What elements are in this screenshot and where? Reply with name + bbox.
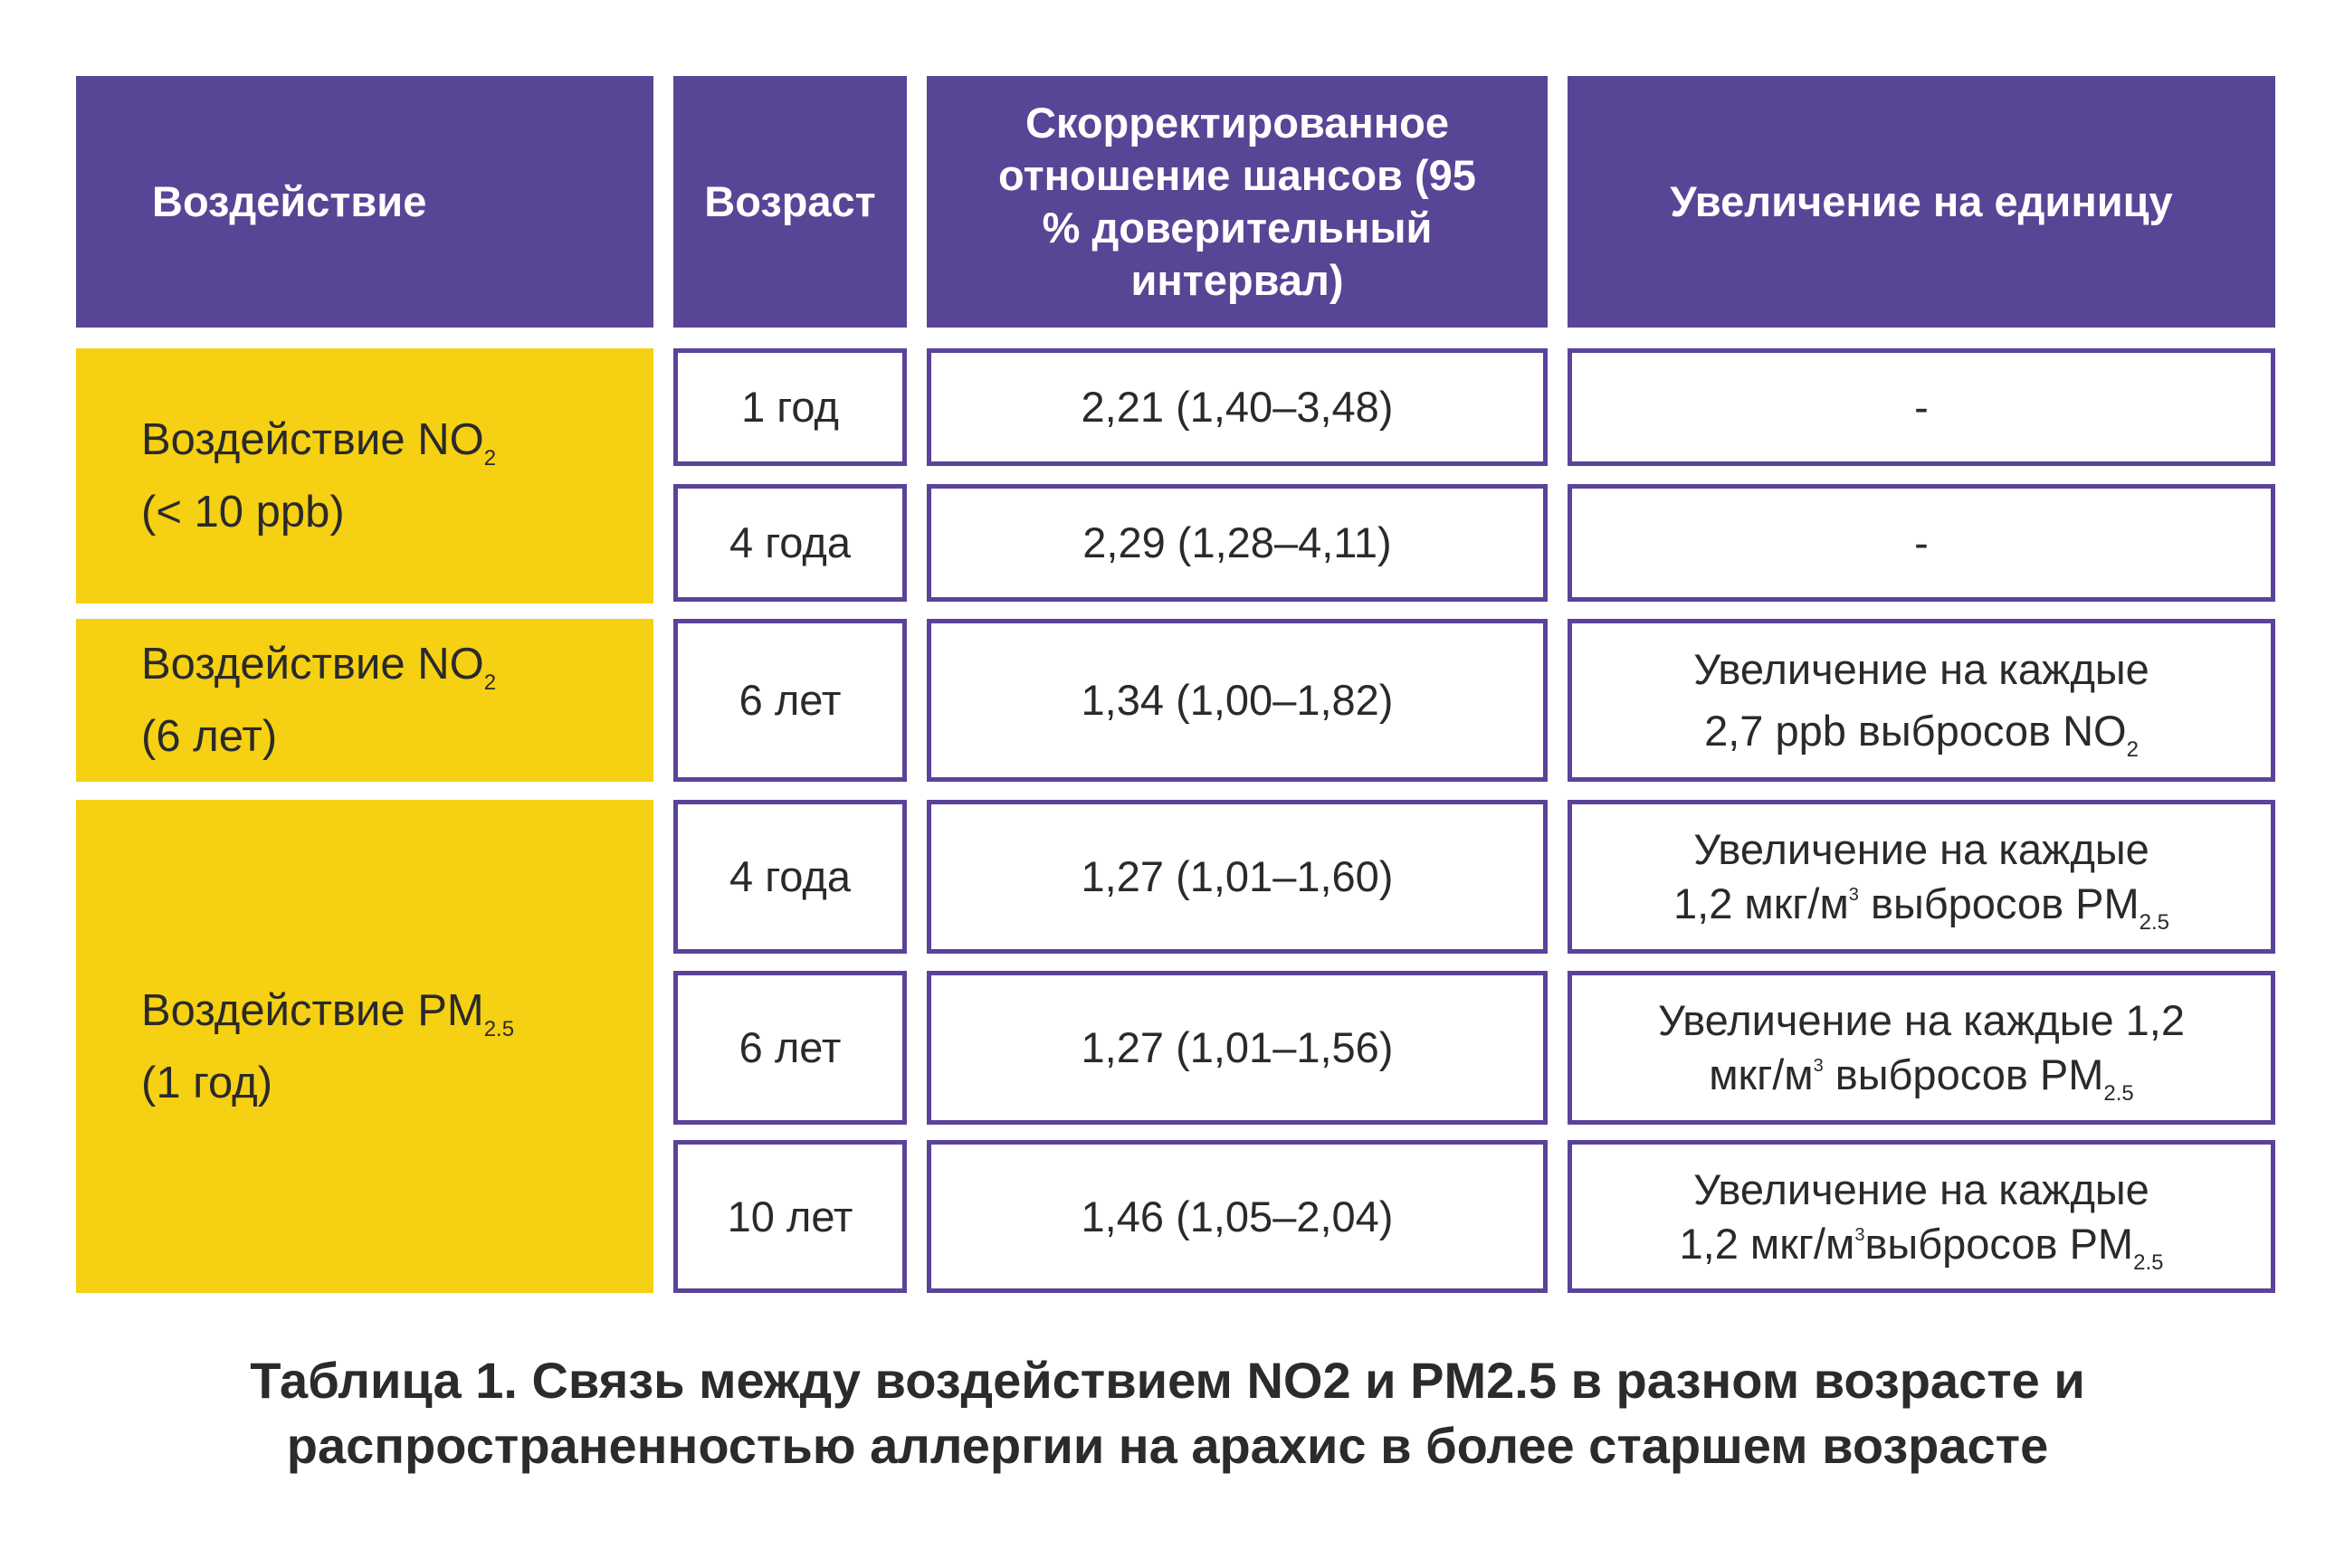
- age-value: 4 года: [729, 852, 851, 900]
- row6-odds-ratio: [927, 1140, 1548, 1293]
- header-exposure-label: Воздействие: [152, 177, 427, 225]
- odds-ratio-value: 2,29 (1,28–4,11): [1082, 518, 1392, 566]
- row1-odds-ratio: [927, 348, 1548, 466]
- header-unit-increase-label: Увеличение на единицу: [1670, 177, 2173, 225]
- age-value: 10 лет: [727, 1192, 853, 1240]
- group-label: Воздействие NO: [141, 415, 484, 464]
- group-detail: (6 лет): [141, 712, 278, 761]
- unit-subscript: 2.5: [2139, 910, 2169, 935]
- row3-odds-ratio: [927, 619, 1548, 782]
- unit-line1: Увеличение на каждые 1,2: [1657, 996, 2185, 1044]
- row2-unit: [1568, 484, 2275, 602]
- group-label: Воздействие NO: [141, 640, 484, 689]
- row6-unit: [1568, 1140, 2275, 1293]
- group-subscript: 2.5: [483, 1016, 515, 1041]
- header-exposure: [76, 76, 653, 328]
- header-odds-ratio-label: Скорректированное отношение шансов (95 % доверительный интервал): [998, 99, 1476, 304]
- unit-value: -: [1914, 383, 1929, 431]
- unit-line2-start: 1,2 мкг/м: [1673, 879, 1849, 927]
- unit-line1: Увеличение на каждые: [1693, 1164, 2149, 1213]
- unit-subscript: 2.5: [2133, 1250, 2164, 1275]
- group-detail: (< 10 ppb): [141, 488, 345, 537]
- row1-unit: [1568, 348, 2275, 466]
- age-value: 4 года: [729, 518, 851, 566]
- row2-age: [673, 484, 907, 602]
- unit-superscript: 3: [1848, 885, 1859, 905]
- row5-odds-ratio: [927, 971, 1548, 1125]
- header-age-label: Возраст: [704, 177, 876, 225]
- group-no2-6y: [76, 619, 653, 782]
- odds-ratio-value: 1,34 (1,00–1,82): [1081, 676, 1394, 724]
- odds-ratio-value: 2,21 (1,40–3,48): [1081, 383, 1394, 431]
- age-value: 6 лет: [739, 1023, 842, 1071]
- group-label: Воздействие PM: [141, 985, 484, 1035]
- row2-odds-ratio: [927, 484, 1548, 602]
- unit-line2-start: 1,2 мкг/м: [1679, 1219, 1855, 1268]
- unit-line1: Увеличение на каждые: [1693, 825, 2149, 873]
- row4-age: [673, 800, 907, 954]
- group-detail: (1 год): [141, 1058, 273, 1107]
- unit-subscript: 2: [2126, 737, 2139, 762]
- header-age: [673, 76, 907, 328]
- row5-unit: [1568, 971, 2275, 1125]
- row3-unit: [1568, 619, 2275, 782]
- unit-superscript: 3: [1813, 1056, 1824, 1076]
- unit-line2-end: выбросов PM: [1823, 1050, 2104, 1098]
- unit-line2-end: выбросов PM: [1864, 1219, 2134, 1268]
- header-unit-increase: [1568, 76, 2275, 328]
- row4-odds-ratio: [927, 800, 1548, 954]
- unit-line2-start: мкг/м: [1709, 1050, 1814, 1098]
- header-odds-ratio: [927, 76, 1548, 328]
- row6-age: [673, 1140, 907, 1293]
- row4-unit: [1568, 800, 2275, 954]
- unit-value: -: [1914, 518, 1929, 566]
- unit-superscript: 3: [1854, 1224, 1865, 1245]
- age-value: 6 лет: [739, 676, 842, 724]
- unit-line1: Увеличение на каждые: [1693, 645, 2149, 693]
- odds-ratio-value: 1,27 (1,01–1,60): [1081, 852, 1394, 900]
- caption-line2: распространенностью аллергии на арахис в более старшем возрасте: [286, 1417, 2049, 1474]
- row1-age: [673, 348, 907, 466]
- caption-line1: Таблица 1. Связь между воздействием NO2 и PM2.5 в разном возрасте и: [250, 1352, 2085, 1409]
- row5-age: [673, 971, 907, 1125]
- odds-ratio-value: 1,46 (1,05–2,04): [1081, 1192, 1394, 1240]
- unit-subscript: 2.5: [2103, 1081, 2134, 1106]
- row3-age: [673, 619, 907, 782]
- group-subscript: 2: [483, 670, 497, 695]
- group-subscript: 2: [483, 446, 497, 470]
- odds-ratio-value: 1,27 (1,01–1,56): [1081, 1023, 1394, 1071]
- age-value: 1 год: [741, 383, 839, 431]
- table-caption: [0, 1348, 2335, 1478]
- group-pm25: [76, 800, 653, 1293]
- unit-line2: 2,7 ppb выбросов NO: [1704, 707, 2127, 755]
- group-no2-low: [76, 348, 653, 603]
- unit-line2-end: выбросов PM: [1858, 879, 2140, 927]
